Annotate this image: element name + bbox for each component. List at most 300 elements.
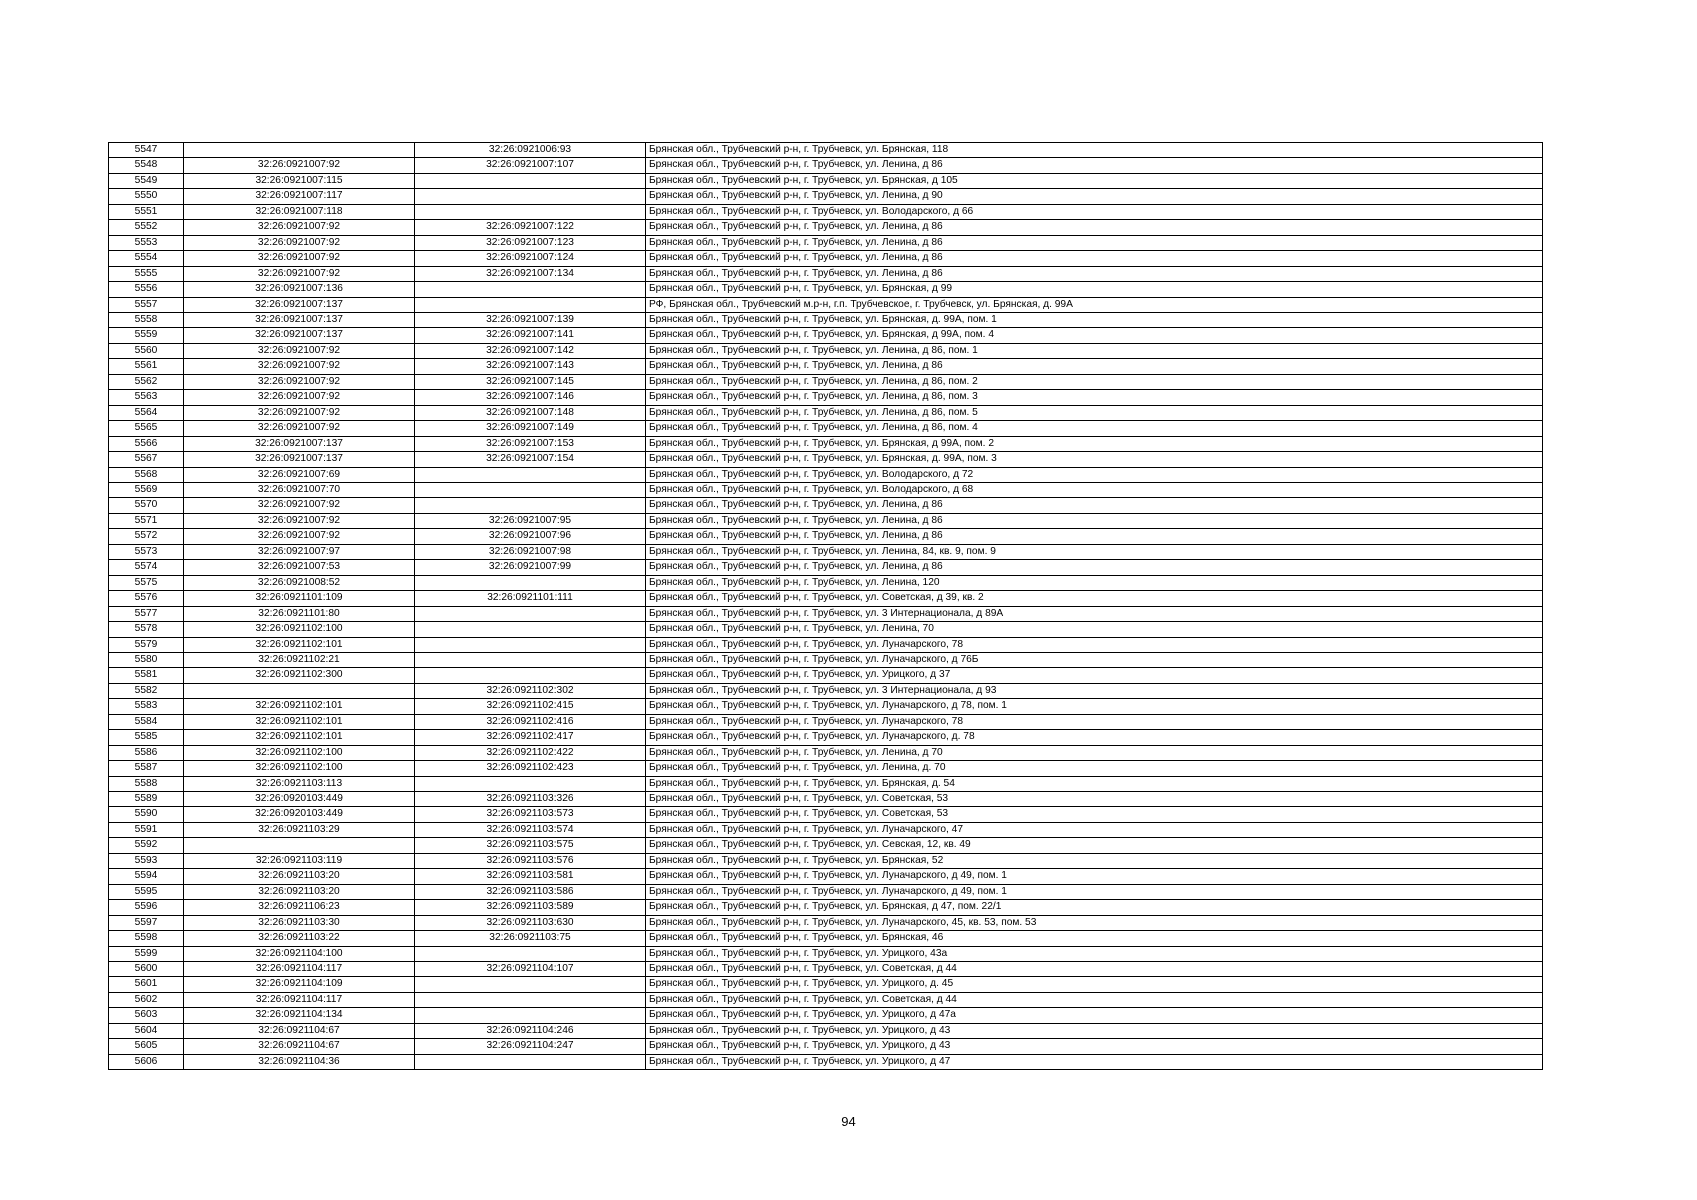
object-cadastral-number-cell: 32:26:0921104:246 xyxy=(415,1023,646,1038)
table-row xyxy=(109,328,1543,343)
object-cadastral-number-cell xyxy=(415,204,646,219)
cadastral-number-cell: 32:26:0921103:20 xyxy=(184,884,415,899)
table-row xyxy=(109,1054,1543,1069)
row-number-cell: 5588 xyxy=(109,776,184,791)
object-cadastral-number-cell xyxy=(415,622,646,637)
address-cell: Брянская обл., Трубчевский р-н, г. Трубчевск, ул. Ленина, д 86 xyxy=(646,560,1543,575)
cadastral-number-cell: 32:26:0921103:30 xyxy=(184,915,415,930)
table-row xyxy=(109,668,1543,683)
row-number-cell: 5591 xyxy=(109,822,184,837)
address-cell: Брянская обл., Трубчевский р-н, г. Трубчевск, ул. Ленина, д 86, пом. 1 xyxy=(646,343,1543,358)
row-number-cell: 5548 xyxy=(109,158,184,173)
object-cadastral-number-cell: 32:26:0921007:148 xyxy=(415,405,646,420)
cadastral-number-cell: 32:26:0921102:21 xyxy=(184,652,415,667)
address-cell: Брянская обл., Трубчевский р-н, г. Трубчевск, ул. Ленина, д 86 xyxy=(646,359,1543,374)
table-row xyxy=(109,421,1543,436)
table-row xyxy=(109,390,1543,405)
cadastral-number-cell: 32:26:0921101:80 xyxy=(184,606,415,621)
cadastral-number-cell: 32:26:0921103:113 xyxy=(184,776,415,791)
cadastral-number-cell: 32:26:0921104:36 xyxy=(184,1054,415,1069)
object-cadastral-number-cell xyxy=(415,606,646,621)
object-cadastral-number-cell xyxy=(415,189,646,204)
row-number-cell: 5585 xyxy=(109,730,184,745)
address-cell: Брянская обл., Трубчевский р-н, г. Трубчевск, ул. Брянская, д 47, пом. 22/1 xyxy=(646,900,1543,915)
address-cell: Брянская обл., Трубчевский р-н, г. Трубчевск, ул. 3 Интернационала, д 93 xyxy=(646,683,1543,698)
cadastral-number-cell: 32:26:0921102:100 xyxy=(184,622,415,637)
table-row xyxy=(109,297,1543,312)
object-cadastral-number-cell xyxy=(415,946,646,961)
address-cell: Брянская обл., Трубчевский р-н, г. Трубчевск, ул. Луначарского, д 76Б xyxy=(646,652,1543,667)
table-row xyxy=(109,853,1543,868)
row-number-cell: 5560 xyxy=(109,343,184,358)
row-number-cell: 5580 xyxy=(109,652,184,667)
object-cadastral-number-cell: 32:26:0921104:247 xyxy=(415,1039,646,1054)
address-cell: Брянская обл., Трубчевский р-н, г. Трубчевск, ул. Севская, 12, кв. 49 xyxy=(646,838,1543,853)
cadastral-number-cell: 32:26:0921104:117 xyxy=(184,962,415,977)
cadastral-number-cell: 32:26:0921104:100 xyxy=(184,946,415,961)
table-row xyxy=(109,962,1543,977)
address-cell: Брянская обл., Трубчевский р-н, г. Трубчевск, ул. Ленина, д 86 xyxy=(646,158,1543,173)
cadastral-number-cell: 32:26:0921007:92 xyxy=(184,498,415,513)
address-cell: Брянская обл., Трубчевский р-н, г. Трубчевск, ул. Ленина, д 90 xyxy=(646,189,1543,204)
cadastral-number-cell: 32:26:0921104:134 xyxy=(184,1008,415,1023)
table-row xyxy=(109,792,1543,807)
object-cadastral-number-cell xyxy=(415,668,646,683)
table-row xyxy=(109,714,1543,729)
row-number-cell: 5579 xyxy=(109,637,184,652)
row-number-cell: 5559 xyxy=(109,328,184,343)
row-number-cell: 5604 xyxy=(109,1023,184,1038)
row-number-cell: 5584 xyxy=(109,714,184,729)
table-row xyxy=(109,482,1543,497)
cadastral-number-cell: 32:26:0921007:92 xyxy=(184,235,415,250)
row-number-cell: 5573 xyxy=(109,544,184,559)
row-number-cell: 5578 xyxy=(109,622,184,637)
cadastral-number-cell: 32:26:0921007:92 xyxy=(184,158,415,173)
address-cell: Брянская обл., Трубчевский р-н, г. Трубчевск, ул. Луначарского, 47 xyxy=(646,822,1543,837)
row-number-cell: 5576 xyxy=(109,591,184,606)
object-cadastral-number-cell: 32:26:0921007:98 xyxy=(415,544,646,559)
row-number-cell: 5547 xyxy=(109,143,184,158)
table-row xyxy=(109,622,1543,637)
cadastral-number-cell: 32:26:0921007:92 xyxy=(184,343,415,358)
row-number-cell: 5570 xyxy=(109,498,184,513)
table-row xyxy=(109,467,1543,482)
address-cell: Брянская обл., Трубчевский р-н, г. Трубчевск, ул. 3 Интернационала, д 89А xyxy=(646,606,1543,621)
row-number-cell: 5558 xyxy=(109,312,184,327)
address-cell: Брянская обл., Трубчевский р-н, г. Трубчевск, ул. Брянская, д 99А, пом. 4 xyxy=(646,328,1543,343)
table-row xyxy=(109,575,1543,590)
cadastral-number-cell: 32:26:0921007:137 xyxy=(184,436,415,451)
address-cell: Брянская обл., Трубчевский р-н, г. Трубчевск, ул. Ленина, д. 70 xyxy=(646,761,1543,776)
table-row xyxy=(109,359,1543,374)
address-cell: Брянская обл., Трубчевский р-н, г. Трубчевск, ул. Ленина, д 86 xyxy=(646,529,1543,544)
row-number-cell: 5553 xyxy=(109,235,184,250)
cadastral-number-cell: 32:26:0921104:117 xyxy=(184,992,415,1007)
row-number-cell: 5567 xyxy=(109,452,184,467)
address-cell: Брянская обл., Трубчевский р-н, г. Трубчевск, ул. Брянская, д 99А, пом. 2 xyxy=(646,436,1543,451)
table-row xyxy=(109,158,1543,173)
table-row xyxy=(109,1008,1543,1023)
table-row xyxy=(109,683,1543,698)
address-cell: Брянская обл., Трубчевский р-н, г. Трубчевск, ул. Советская, 53 xyxy=(646,792,1543,807)
table-row xyxy=(109,776,1543,791)
object-cadastral-number-cell: 32:26:0921103:573 xyxy=(415,807,646,822)
cadastral-number-cell: 32:26:0921007:92 xyxy=(184,266,415,281)
cadastral-number-cell: 32:26:0921007:53 xyxy=(184,560,415,575)
object-cadastral-number-cell: 32:26:0921103:75 xyxy=(415,931,646,946)
table-row xyxy=(109,884,1543,899)
address-cell: Брянская обл., Трубчевский р-н, г. Трубчевск, ул. Ленина, д 86, пом. 3 xyxy=(646,390,1543,405)
row-number-cell: 5565 xyxy=(109,421,184,436)
cadastral-number-cell: 32:26:0920103:449 xyxy=(184,792,415,807)
row-number-cell: 5587 xyxy=(109,761,184,776)
row-number-cell: 5572 xyxy=(109,529,184,544)
cadastral-number-cell: 32:26:0920103:449 xyxy=(184,807,415,822)
row-number-cell: 5555 xyxy=(109,266,184,281)
cadastral-number-cell: 32:26:0921007:97 xyxy=(184,544,415,559)
object-cadastral-number-cell xyxy=(415,173,646,188)
address-cell: Брянская обл., Трубчевский р-н, г. Трубчевск, ул. Ленина, д 70 xyxy=(646,745,1543,760)
row-number-cell: 5562 xyxy=(109,374,184,389)
table-row xyxy=(109,869,1543,884)
cadastral-number-cell: 32:26:0921008:52 xyxy=(184,575,415,590)
cadastral-number-cell xyxy=(184,683,415,698)
table-row xyxy=(109,266,1543,281)
row-number-cell: 5595 xyxy=(109,884,184,899)
table-row xyxy=(109,931,1543,946)
object-cadastral-number-cell xyxy=(415,776,646,791)
cadastral-number-cell: 32:26:0921007:69 xyxy=(184,467,415,482)
table-row xyxy=(109,977,1543,992)
table-row xyxy=(109,1039,1543,1054)
object-cadastral-number-cell: 32:26:0921102:423 xyxy=(415,761,646,776)
table-row xyxy=(109,498,1543,513)
address-cell: Брянская обл., Трубчевский р-н, г. Трубчевск, ул. Брянская, д. 54 xyxy=(646,776,1543,791)
cadastral-number-cell: 32:26:0921103:119 xyxy=(184,853,415,868)
address-cell: Брянская обл., Трубчевский р-н, г. Трубчевск, ул. Володарского, д 68 xyxy=(646,482,1543,497)
row-number-cell: 5551 xyxy=(109,204,184,219)
row-number-cell: 5561 xyxy=(109,359,184,374)
table-row xyxy=(109,915,1543,930)
address-cell: Брянская обл., Трубчевский р-н, г. Трубчевск, ул. Ленина, д 86 xyxy=(646,498,1543,513)
table-row xyxy=(109,220,1543,235)
table-row xyxy=(109,606,1543,621)
address-cell: Брянская обл., Трубчевский р-н, г. Трубчевск, ул. Брянская, 52 xyxy=(646,853,1543,868)
row-number-cell: 5550 xyxy=(109,189,184,204)
object-cadastral-number-cell: 32:26:0921007:143 xyxy=(415,359,646,374)
cadastral-number-cell: 32:26:0921102:300 xyxy=(184,668,415,683)
table-row xyxy=(109,591,1543,606)
object-cadastral-number-cell: 32:26:0921102:422 xyxy=(415,745,646,760)
object-cadastral-number-cell: 32:26:0921103:574 xyxy=(415,822,646,837)
row-number-cell: 5582 xyxy=(109,683,184,698)
address-cell: Брянская обл., Трубчевский р-н, г. Трубчевск, ул. Луначарского, 78 xyxy=(646,714,1543,729)
cadastral-number-cell: 32:26:0921102:100 xyxy=(184,761,415,776)
row-number-cell: 5605 xyxy=(109,1039,184,1054)
object-cadastral-number-cell: 32:26:0921007:96 xyxy=(415,529,646,544)
address-cell: Брянская обл., Трубчевский р-н, г. Трубчевск, ул. Брянская, 46 xyxy=(646,931,1543,946)
object-cadastral-number-cell: 32:26:0921006:93 xyxy=(415,143,646,158)
cadastral-number-cell: 32:26:0921007:92 xyxy=(184,390,415,405)
table-row xyxy=(109,838,1543,853)
address-cell: Брянская обл., Трубчевский р-н, г. Трубчевск, ул. Ленина, д 86, пом. 5 xyxy=(646,405,1543,420)
object-cadastral-number-cell: 32:26:0921007:149 xyxy=(415,421,646,436)
cadastral-number-cell: 32:26:0921007:137 xyxy=(184,452,415,467)
row-number-cell: 5603 xyxy=(109,1008,184,1023)
row-number-cell: 5577 xyxy=(109,606,184,621)
row-number-cell: 5574 xyxy=(109,560,184,575)
object-cadastral-number-cell: 32:26:0921007:154 xyxy=(415,452,646,467)
object-cadastral-number-cell: 32:26:0921007:153 xyxy=(415,436,646,451)
table-row xyxy=(109,761,1543,776)
address-cell: Брянская обл., Трубчевский р-н, г. Трубчевск, ул. Брянская, д. 99А, пом. 1 xyxy=(646,312,1543,327)
object-cadastral-number-cell xyxy=(415,977,646,992)
table-row xyxy=(109,900,1543,915)
object-cadastral-number-cell: 32:26:0921007:123 xyxy=(415,235,646,250)
cadastral-number-cell xyxy=(184,143,415,158)
address-cell: Брянская обл., Трубчевский р-н, г. Трубчевск, ул. Ленина, д 86, пом. 4 xyxy=(646,421,1543,436)
address-cell: Брянская обл., Трубчевский р-н, г. Трубчевск, ул. Урицкого, д 47а xyxy=(646,1008,1543,1023)
row-number-cell: 5552 xyxy=(109,220,184,235)
object-cadastral-number-cell: 32:26:0921104:107 xyxy=(415,962,646,977)
object-cadastral-number-cell: 32:26:0921007:107 xyxy=(415,158,646,173)
address-cell: Брянская обл., Трубчевский р-н, г. Трубчевск, ул. Ленина, 70 xyxy=(646,622,1543,637)
address-cell: Брянская обл., Трубчевский р-н, г. Трубчевск, ул. Ленина, д 86 xyxy=(646,513,1543,528)
object-cadastral-number-cell xyxy=(415,575,646,590)
address-cell: Брянская обл., Трубчевский р-н, г. Трубчевск, ул. Ленина, д 86 xyxy=(646,220,1543,235)
cadastral-number-cell: 32:26:0921007:137 xyxy=(184,328,415,343)
object-cadastral-number-cell: 32:26:0921101:111 xyxy=(415,591,646,606)
address-cell: Брянская обл., Трубчевский р-н, г. Трубчевск, ул. Брянская, д. 99А, пом. 3 xyxy=(646,452,1543,467)
cadastral-number-cell xyxy=(184,838,415,853)
table-row xyxy=(109,652,1543,667)
row-number-cell: 5602 xyxy=(109,992,184,1007)
cadastral-number-cell: 32:26:0921102:101 xyxy=(184,699,415,714)
object-cadastral-number-cell: 32:26:0921103:586 xyxy=(415,884,646,899)
address-cell: Брянская обл., Трубчевский р-н, г. Трубчевск, ул. Урицкого, д 43 xyxy=(646,1039,1543,1054)
row-number-cell: 5598 xyxy=(109,931,184,946)
object-cadastral-number-cell xyxy=(415,652,646,667)
object-cadastral-number-cell: 32:26:0921007:95 xyxy=(415,513,646,528)
object-cadastral-number-cell xyxy=(415,1054,646,1069)
object-cadastral-number-cell: 32:26:0921102:302 xyxy=(415,683,646,698)
address-cell: Брянская обл., Трубчевский р-н, г. Трубчевск, ул. Володарского, д 72 xyxy=(646,467,1543,482)
row-number-cell: 5597 xyxy=(109,915,184,930)
object-cadastral-number-cell xyxy=(415,467,646,482)
cadastral-number-cell: 32:26:0921106:23 xyxy=(184,900,415,915)
cadastral-number-cell: 32:26:0921007:92 xyxy=(184,220,415,235)
address-cell: Брянская обл., Трубчевский р-н, г. Трубчевск, ул. Володарского, д 66 xyxy=(646,204,1543,219)
address-cell: Брянская обл., Трубчевский р-н, г. Трубчевск, ул. Ленина, д 86 xyxy=(646,266,1543,281)
cadastral-number-cell: 32:26:0921007:136 xyxy=(184,282,415,297)
row-number-cell: 5596 xyxy=(109,900,184,915)
row-number-cell: 5569 xyxy=(109,482,184,497)
table-row xyxy=(109,189,1543,204)
address-cell: Брянская обл., Трубчевский р-н, г. Трубчевск, ул. Урицкого, д 43 xyxy=(646,1023,1543,1038)
cadastral-number-cell: 32:26:0921104:67 xyxy=(184,1023,415,1038)
address-cell: Брянская обл., Трубчевский р-н, г. Трубчевск, ул. Брянская, д 99 xyxy=(646,282,1543,297)
table-row xyxy=(109,405,1543,420)
address-cell: Брянская обл., Трубчевский р-н, г. Трубчевск, ул. Луначарского, д 49, пом. 1 xyxy=(646,884,1543,899)
object-cadastral-number-cell xyxy=(415,282,646,297)
registry-table xyxy=(108,142,1543,1070)
cadastral-number-cell: 32:26:0921007:92 xyxy=(184,251,415,266)
row-number-cell: 5557 xyxy=(109,297,184,312)
object-cadastral-number-cell: 32:26:0921103:589 xyxy=(415,900,646,915)
address-cell: Брянская обл., Трубчевский р-н, г. Трубчевск, ул. Урицкого, д 47 xyxy=(646,1054,1543,1069)
object-cadastral-number-cell: 32:26:0921103:575 xyxy=(415,838,646,853)
table-row xyxy=(109,1023,1543,1038)
table-row xyxy=(109,529,1543,544)
cadastral-number-cell: 32:26:0921007:117 xyxy=(184,189,415,204)
object-cadastral-number-cell xyxy=(415,1008,646,1023)
page-number: 94 xyxy=(841,1114,856,1129)
table-row xyxy=(109,730,1543,745)
table-row xyxy=(109,560,1543,575)
address-cell: Брянская обл., Трубчевский р-н, г. Трубчевск, ул. Урицкого, д 37 xyxy=(646,668,1543,683)
address-cell: Брянская обл., Трубчевский р-н, г. Трубчевск, ул. Советская, 53 xyxy=(646,807,1543,822)
table-row xyxy=(109,173,1543,188)
row-number-cell: 5586 xyxy=(109,745,184,760)
object-cadastral-number-cell: 32:26:0921102:416 xyxy=(415,714,646,729)
row-number-cell: 5589 xyxy=(109,792,184,807)
table-row xyxy=(109,946,1543,961)
row-number-cell: 5549 xyxy=(109,173,184,188)
object-cadastral-number-cell: 32:26:0921007:122 xyxy=(415,220,646,235)
table-row xyxy=(109,452,1543,467)
row-number-cell: 5554 xyxy=(109,251,184,266)
row-number-cell: 5593 xyxy=(109,853,184,868)
object-cadastral-number-cell xyxy=(415,482,646,497)
address-cell: Брянская обл., Трубчевский р-н, г. Трубчевск, ул. Луначарского, 78 xyxy=(646,637,1543,652)
row-number-cell: 5563 xyxy=(109,390,184,405)
table-row xyxy=(109,204,1543,219)
address-cell: Брянская обл., Трубчевский р-н, г. Трубчевск, ул. Ленина, 84, кв. 9, пом. 9 xyxy=(646,544,1543,559)
address-cell: Брянская обл., Трубчевский р-н, г. Трубчевск, ул. Луначарского, д 49, пом. 1 xyxy=(646,869,1543,884)
table-row xyxy=(109,374,1543,389)
table-row xyxy=(109,637,1543,652)
address-cell: Брянская обл., Трубчевский р-н, г. Трубчевск, ул. Луначарского, д. 78 xyxy=(646,730,1543,745)
address-cell: Брянская обл., Трубчевский р-н, г. Трубчевск, ул. Советская, д 44 xyxy=(646,992,1543,1007)
row-number-cell: 5568 xyxy=(109,467,184,482)
address-cell: Брянская обл., Трубчевский р-н, г. Трубчевск, ул. Луначарского, д 78, пом. 1 xyxy=(646,699,1543,714)
object-cadastral-number-cell: 32:26:0921007:145 xyxy=(415,374,646,389)
cadastral-number-cell: 32:26:0921102:101 xyxy=(184,714,415,729)
object-cadastral-number-cell: 32:26:0921102:417 xyxy=(415,730,646,745)
object-cadastral-number-cell: 32:26:0921103:581 xyxy=(415,869,646,884)
object-cadastral-number-cell: 32:26:0921007:146 xyxy=(415,390,646,405)
table-row xyxy=(109,745,1543,760)
cadastral-number-cell: 32:26:0921102:101 xyxy=(184,637,415,652)
object-cadastral-number-cell xyxy=(415,992,646,1007)
table-row xyxy=(109,513,1543,528)
row-number-cell: 5581 xyxy=(109,668,184,683)
address-cell: Брянская обл., Трубчевский р-н, г. Трубчевск, ул. Ленина, 120 xyxy=(646,575,1543,590)
object-cadastral-number-cell: 32:26:0921103:630 xyxy=(415,915,646,930)
address-cell: Брянская обл., Трубчевский р-н, г. Трубчевск, ул. Советская, д 44 xyxy=(646,962,1543,977)
cadastral-number-cell: 32:26:0921104:109 xyxy=(184,977,415,992)
row-number-cell: 5592 xyxy=(109,838,184,853)
table-row xyxy=(109,282,1543,297)
row-number-cell: 5600 xyxy=(109,962,184,977)
address-cell: Брянская обл., Трубчевский р-н, г. Трубчевск, ул. Брянская, д 105 xyxy=(646,173,1543,188)
table-row xyxy=(109,343,1543,358)
row-number-cell: 5590 xyxy=(109,807,184,822)
row-number-cell: 5571 xyxy=(109,513,184,528)
cadastral-number-cell: 32:26:0921102:101 xyxy=(184,730,415,745)
address-cell: Брянская обл., Трубчевский р-н, г. Трубчевск, ул. Ленина, д 86, пом. 2 xyxy=(646,374,1543,389)
object-cadastral-number-cell xyxy=(415,297,646,312)
row-number-cell: 5566 xyxy=(109,436,184,451)
table-row xyxy=(109,822,1543,837)
row-number-cell: 5556 xyxy=(109,282,184,297)
object-cadastral-number-cell: 32:26:0921007:139 xyxy=(415,312,646,327)
object-cadastral-number-cell: 32:26:0921007:99 xyxy=(415,560,646,575)
table-row xyxy=(109,436,1543,451)
table-row xyxy=(109,544,1543,559)
cadastral-number-cell: 32:26:0921007:92 xyxy=(184,359,415,374)
row-number-cell: 5583 xyxy=(109,699,184,714)
cadastral-number-cell: 32:26:0921007:92 xyxy=(184,421,415,436)
row-number-cell: 5564 xyxy=(109,405,184,420)
cadastral-number-cell: 32:26:0921007:70 xyxy=(184,482,415,497)
cadastral-number-cell: 32:26:0921103:22 xyxy=(184,931,415,946)
row-number-cell: 5575 xyxy=(109,575,184,590)
object-cadastral-number-cell: 32:26:0921103:576 xyxy=(415,853,646,868)
object-cadastral-number-cell: 32:26:0921007:141 xyxy=(415,328,646,343)
object-cadastral-number-cell: 32:26:0921007:134 xyxy=(415,266,646,281)
object-cadastral-number-cell: 32:26:0921007:124 xyxy=(415,251,646,266)
cadastral-number-cell: 32:26:0921102:100 xyxy=(184,745,415,760)
row-number-cell: 5601 xyxy=(109,977,184,992)
cadastral-number-cell: 32:26:0921007:118 xyxy=(184,204,415,219)
registry-table-body xyxy=(109,143,1543,1070)
table-row xyxy=(109,312,1543,327)
row-number-cell: 5606 xyxy=(109,1054,184,1069)
cadastral-number-cell: 32:26:0921103:29 xyxy=(184,822,415,837)
cadastral-number-cell: 32:26:0921007:92 xyxy=(184,374,415,389)
table-row xyxy=(109,992,1543,1007)
address-cell: Брянская обл., Трубчевский р-н, г. Трубчевск, ул. Урицкого, 43а xyxy=(646,946,1543,961)
cadastral-number-cell: 32:26:0921007:92 xyxy=(184,405,415,420)
cadastral-number-cell: 32:26:0921007:137 xyxy=(184,297,415,312)
cadastral-number-cell: 32:26:0921007:92 xyxy=(184,529,415,544)
address-cell: Брянская обл., Трубчевский р-н, г. Трубчевск, ул. Брянская, 118 xyxy=(646,143,1543,158)
address-cell: Брянская обл., Трубчевский р-н, г. Трубчевск, ул. Ленина, д 86 xyxy=(646,235,1543,250)
cadastral-number-cell: 32:26:0921104:67 xyxy=(184,1039,415,1054)
cadastral-number-cell: 32:26:0921007:92 xyxy=(184,513,415,528)
address-cell: Брянская обл., Трубчевский р-н, г. Трубчевск, ул. Ленина, д 86 xyxy=(646,251,1543,266)
address-cell: Брянская обл., Трубчевский р-н, г. Трубчевск, ул. Луначарского, 45, кв. 53, пом. 53 xyxy=(646,915,1543,930)
table-row xyxy=(109,699,1543,714)
object-cadastral-number-cell: 32:26:0921103:326 xyxy=(415,792,646,807)
table-row xyxy=(109,807,1543,822)
address-cell: Брянская обл., Трубчевский р-н, г. Трубчевск, ул. Урицкого, д. 45 xyxy=(646,977,1543,992)
cadastral-number-cell: 32:26:0921007:137 xyxy=(184,312,415,327)
object-cadastral-number-cell xyxy=(415,637,646,652)
row-number-cell: 5594 xyxy=(109,869,184,884)
object-cadastral-number-cell: 32:26:0921007:142 xyxy=(415,343,646,358)
table-row xyxy=(109,143,1543,158)
address-cell: Брянская обл., Трубчевский р-н, г. Трубчевск, ул. Советская, д 39, кв. 2 xyxy=(646,591,1543,606)
address-cell: РФ, Брянская обл., Трубчевский м.р-н, г.п. Трубчевское, г. Трубчевск, ул. Брянская, д. 99А xyxy=(646,297,1543,312)
object-cadastral-number-cell xyxy=(415,498,646,513)
cadastral-number-cell: 32:26:0921103:20 xyxy=(184,869,415,884)
table-row xyxy=(109,251,1543,266)
row-number-cell: 5599 xyxy=(109,946,184,961)
object-cadastral-number-cell: 32:26:0921102:415 xyxy=(415,699,646,714)
